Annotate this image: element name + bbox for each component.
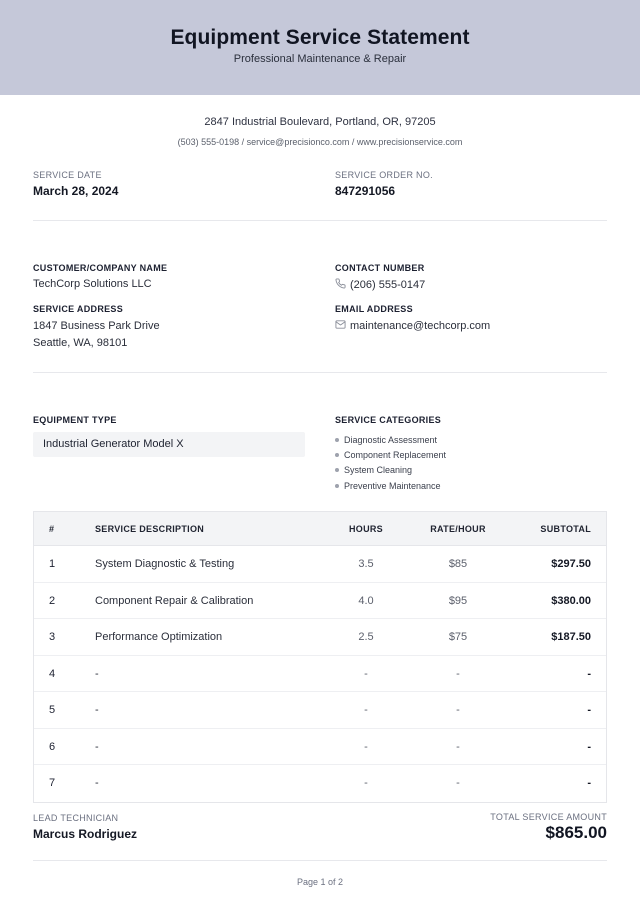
row-subtotal: - — [587, 704, 591, 716]
table-row — [34, 583, 606, 620]
equipment-type-label: EQUIPMENT TYPE — [33, 415, 117, 425]
table-row — [34, 619, 606, 656]
service-address-line2: Seattle, WA, 98101 — [33, 337, 128, 349]
row-hours: 3.5 — [358, 558, 374, 570]
service-categories-label: SERVICE CATEGORIES — [335, 415, 442, 425]
row-description: Performance Optimization — [95, 631, 223, 643]
page-number: Page 1 of 2 — [296, 877, 344, 887]
service-category-item: Preventive Maintenance — [335, 478, 446, 493]
row-number: 5 — [49, 704, 56, 716]
service-category-item: Component Replacement — [335, 447, 446, 462]
document-subtitle: Professional Maintenance & Repair — [233, 53, 407, 65]
column-header-number: # — [49, 524, 55, 534]
row-hours: - — [364, 740, 368, 753]
row-description: - — [95, 777, 99, 789]
divider — [33, 860, 607, 861]
contact-number-label: CONTACT NUMBER — [335, 263, 425, 273]
row-hours: 4.0 — [358, 594, 374, 607]
divider — [33, 220, 607, 221]
email-address-row — [335, 319, 490, 332]
column-header-rate: RATE/HOUR — [430, 524, 486, 534]
column-header-description: SERVICE DESCRIPTION — [95, 524, 205, 534]
company-address: 2847 Industrial Boulevard, Portland, OR, 97205 — [204, 116, 436, 128]
contact-number: (206) 555-0147 — [350, 279, 426, 291]
total-amount: $865.00 — [545, 823, 607, 842]
row-description: Component Repair & Calibration — [95, 594, 254, 607]
table-row — [34, 692, 606, 729]
document-title: Equipment Service Statement — [170, 26, 470, 49]
service-date-label: SERVICE DATE — [33, 170, 102, 180]
table-row — [34, 546, 606, 583]
service-date: March 28, 2024 — [33, 184, 119, 198]
mail-icon — [335, 319, 346, 330]
service-order-label: SERVICE ORDER NO. — [335, 170, 433, 180]
document-header — [0, 0, 640, 95]
table-row — [34, 656, 606, 693]
row-hours: - — [364, 704, 368, 716]
row-hours: - — [364, 777, 368, 789]
row-description: System Diagnostic & Testing — [95, 558, 235, 570]
equipment-type-field: Industrial Generator Model X — [33, 432, 305, 457]
bullet-icon — [335, 453, 339, 457]
row-rate: - — [456, 667, 460, 680]
bullet-icon — [335, 468, 339, 472]
bullet-icon — [335, 484, 339, 488]
row-rate: $85 — [448, 558, 468, 570]
row-subtotal: - — [587, 740, 591, 753]
bullet-icon — [335, 438, 339, 442]
service-table — [33, 511, 607, 803]
service-category-item: Diagnostic Assessment — [335, 432, 446, 447]
row-subtotal: - — [587, 777, 591, 789]
column-header-hours: HOURS — [348, 524, 383, 534]
table-row — [34, 765, 606, 802]
email-address-label: EMAIL ADDRESS — [335, 304, 413, 314]
customer-name: TechCorp Solutions LLC — [33, 278, 152, 290]
row-number: 4 — [49, 667, 56, 680]
row-number: 3 — [49, 631, 56, 643]
row-hours: 2.5 — [358, 631, 374, 643]
row-rate: - — [456, 740, 460, 753]
email-address: maintenance@techcorp.com — [350, 320, 491, 332]
service-address-line1: 1847 Business Park Drive — [33, 320, 160, 332]
row-rate: - — [456, 704, 460, 716]
service-address-label: SERVICE ADDRESS — [33, 304, 124, 314]
service-order-number: 847291056 — [335, 184, 396, 198]
company-contact: (503) 555-0198 / service@precisionco.com / www.precisionservice.com — [177, 137, 463, 147]
lead-technician-label: LEAD TECHNICIAN — [33, 813, 119, 823]
table-header — [34, 512, 606, 546]
row-number: 6 — [49, 740, 56, 753]
divider — [33, 372, 607, 373]
row-subtotal: $380.00 — [551, 594, 591, 607]
customer-name-label: CUSTOMER/COMPANY NAME — [33, 263, 168, 273]
row-rate: $75 — [448, 631, 468, 643]
phone-icon — [335, 278, 346, 289]
column-header-subtotal: SUBTOTAL — [540, 524, 591, 534]
row-number: 7 — [49, 777, 56, 789]
service-category-item: System Cleaning — [335, 463, 446, 478]
row-subtotal: $187.50 — [551, 631, 591, 643]
table-row — [34, 729, 606, 766]
row-description: - — [95, 704, 99, 716]
lead-technician-name: Marcus Rodriguez — [33, 827, 138, 841]
row-subtotal: $297.50 — [551, 558, 591, 570]
row-hours: - — [364, 667, 368, 680]
row-rate: $95 — [448, 594, 468, 607]
row-number: 2 — [49, 594, 56, 607]
contact-number-row — [335, 278, 425, 291]
row-rate: - — [456, 777, 460, 789]
row-subtotal: - — [587, 667, 591, 680]
service-categories-list — [335, 432, 446, 493]
row-description: - — [95, 667, 99, 680]
row-description: - — [95, 740, 99, 753]
row-number: 1 — [49, 558, 56, 570]
total-amount-label: TOTAL SERVICE AMOUNT — [490, 812, 607, 822]
